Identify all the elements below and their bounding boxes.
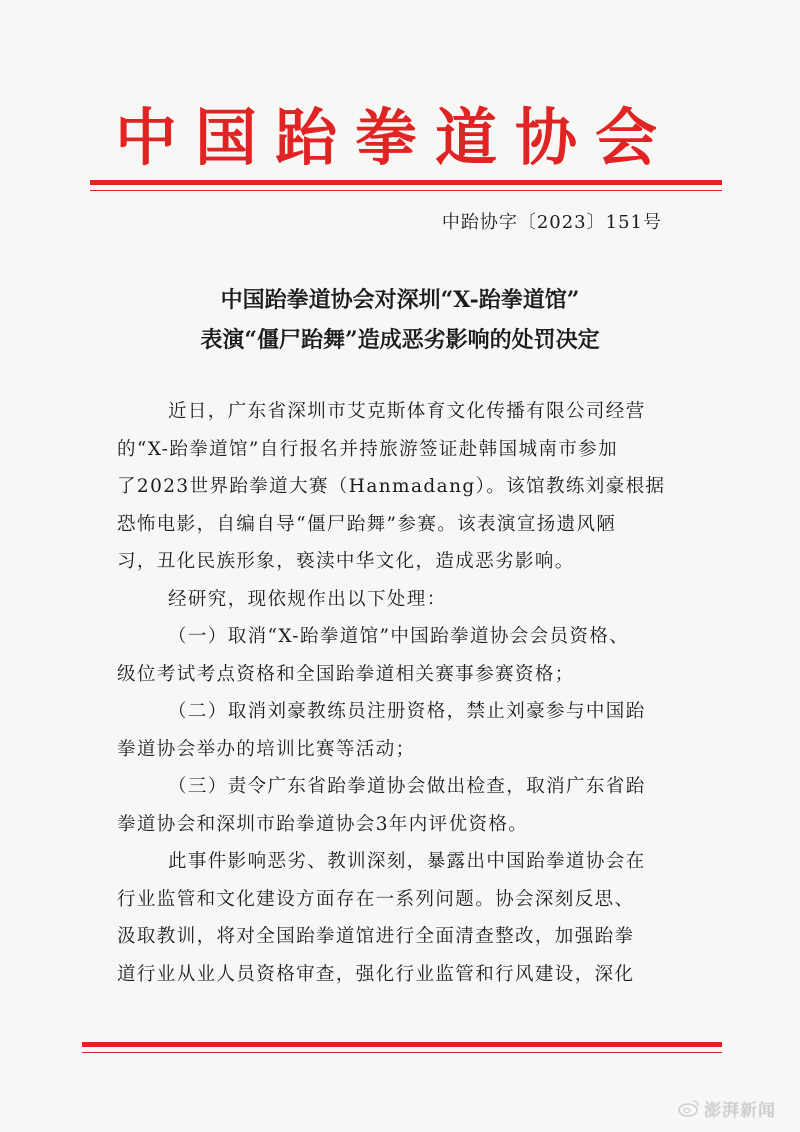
document-title-line-1: 中国跆拳道协会对深圳“X-跆拳道馆” — [220, 287, 580, 313]
body-line: 经研究，现依规作出以下处理： — [168, 588, 447, 610]
body-line: （二）取消刘豪教练员注册资格，禁止刘豪参与中国跆 — [168, 701, 646, 722]
body-line: 汲取教训，将对全国跆拳道馆进行全面清查整改，加强跆拳 — [117, 926, 635, 947]
body-line: 了2023世界跆拳道大赛（Hanmadang）。该馆教练刘豪根据 — [117, 476, 666, 497]
document-number: 中跆协字〔2023〕151号 — [441, 212, 662, 233]
red-rule-bottom-thick — [82, 1042, 722, 1047]
body-line: 行业监管和文化建设方面存在一系列问题。协会深刻反思、 — [117, 888, 635, 910]
red-rule-top-thick — [90, 180, 722, 185]
watermark — [678, 1096, 776, 1123]
watermark-text: 澎湃新闻 — [704, 1100, 776, 1121]
body-line: 恐怖电影，自编自导“僵尸跆舞”参赛。该表演宣扬遗风陋 — [117, 513, 617, 535]
body-line: 习，丑化民族形象，亵渎中华文化，造成恶劣影响。 — [117, 551, 575, 572]
document-title-line-2: 表演“僵尸跆舞”造成恶劣影响的处罚决定 — [200, 327, 600, 353]
red-rule-bottom-thin — [82, 1052, 722, 1053]
document-body — [117, 393, 677, 993]
body-line: 此事件影响恶劣、教训深刻，暴露出中国跆拳道协会在 — [168, 851, 646, 872]
body-line: （一）取消“X-跆拳道馆”中国跆拳道协会会员资格、 — [168, 626, 630, 647]
body-line: 道行业从业人员资格审查，强化行业监管和行风建设，深化 — [117, 963, 635, 985]
body-line: 的“X-跆拳道馆”自行报名并持旅游签证赴韩国城南市参加 — [117, 438, 618, 460]
body-line: （三）责令广东省跆拳道协会做出检查，取消广东省跆 — [168, 776, 646, 797]
org-title: 中国跆拳道协会 — [114, 101, 675, 174]
body-line: 拳道协会举办的培训比赛等活动； — [117, 738, 416, 760]
body-line: 级位考试考点资格和全国跆拳道相关赛事参赛资格； — [117, 663, 575, 685]
body-line: 近日，广东省深圳市艾克斯体育文化传播有限公司经营 — [168, 401, 646, 422]
red-rule-top-thin — [90, 190, 722, 191]
weibo-logo-icon — [678, 1099, 700, 1122]
body-line: 拳道协会和深圳市跆拳道协会3年内评优资格。 — [117, 813, 529, 835]
